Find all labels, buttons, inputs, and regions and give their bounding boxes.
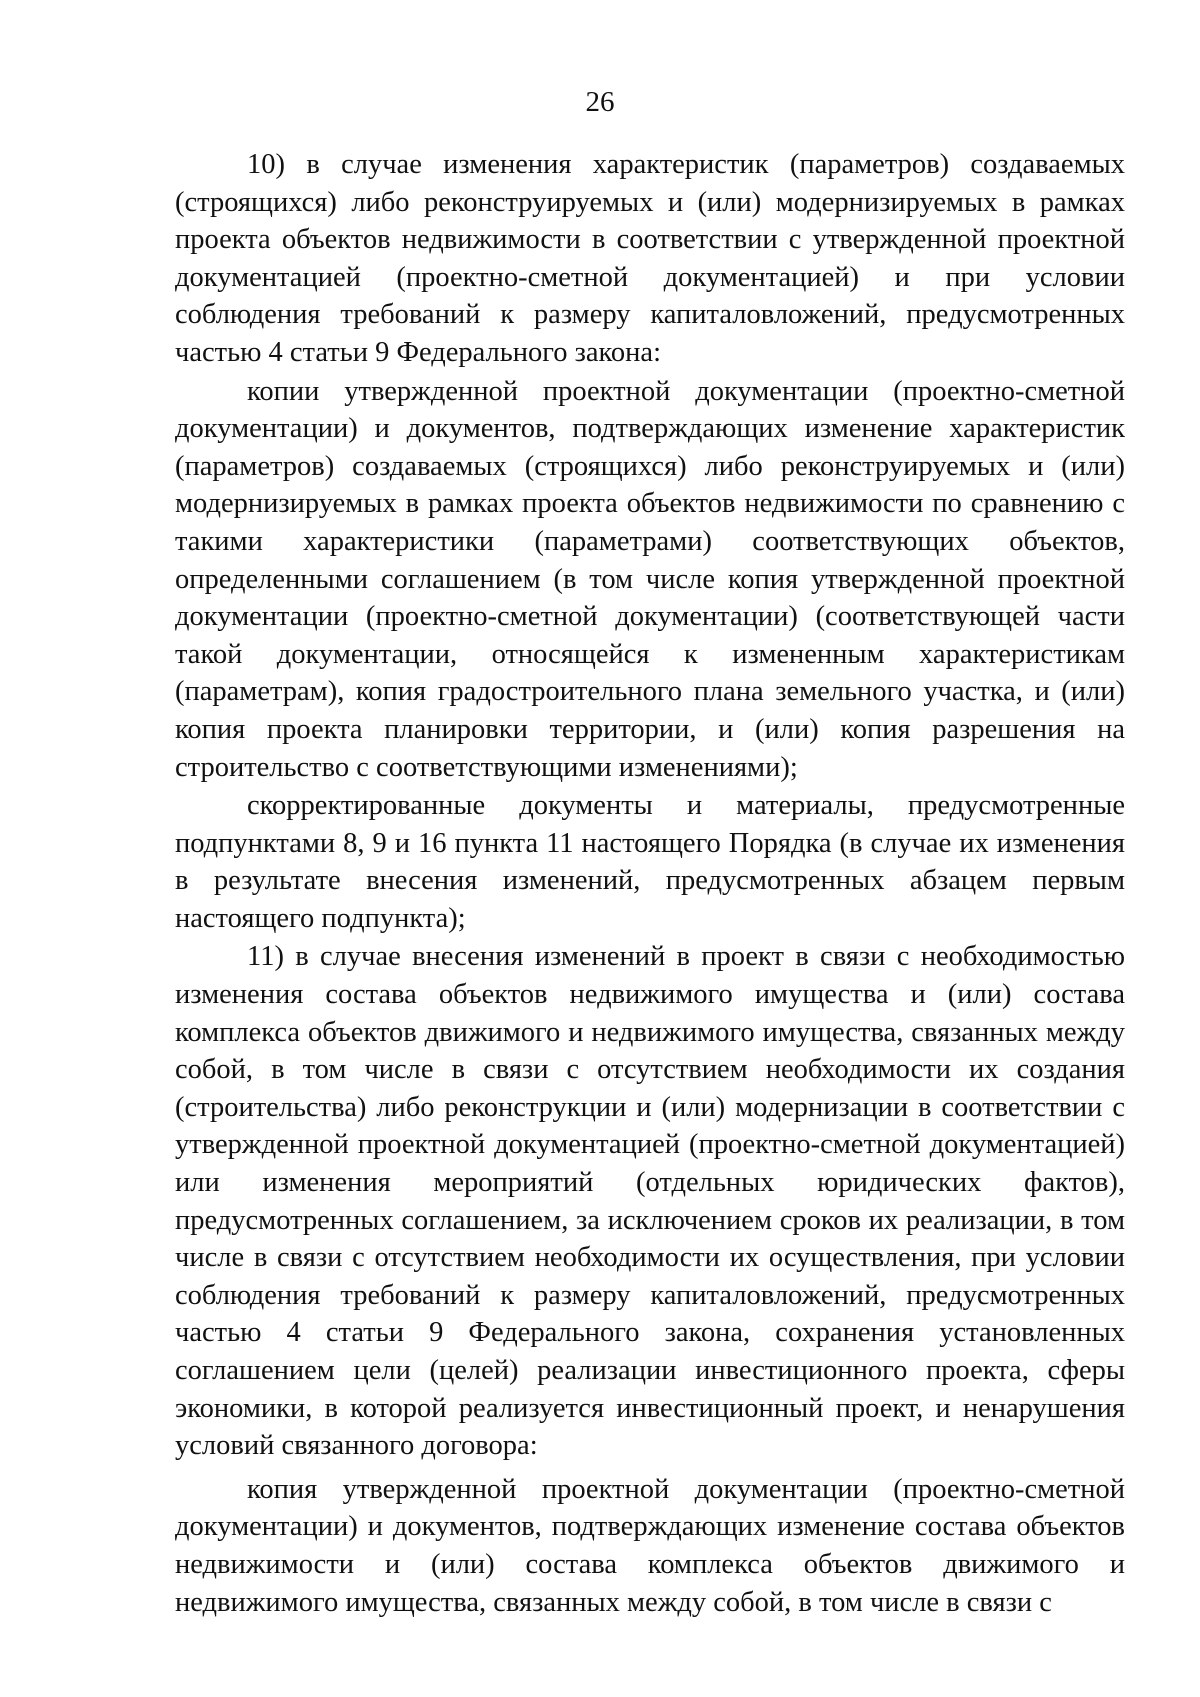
paragraph-adjusted-documents: скорректированные документы и материалы, предусмотренные подпунктами 8, 9 и 16 пункта 11 настоящего Порядка (в случае их изменения в результате внесения изменений, предусмотренных абзацем первым настоящего подпункта); — [175, 790, 1125, 934]
page-number: 26 — [585, 86, 615, 118]
paragraph-item-10: 10) в случае изменения характеристик (параметров) создаваемых (строящихся) либо реконструируемых и (или) модернизируемых в рамках проекта объектов недвижимости в соответствии с утвержденной проектной документацией (проектно-сметной документацией) и при условии соблюдения требований к размеру капиталовложений, предусмотренных частью 4 статьи 9 Федерального закона: — [175, 149, 1125, 368]
paragraph-item-11: 11) в случае внесения изменений в проект в связи с необходимостью изменения состава объектов недвижимого имущества и (или) состава комплекса объектов движимого и недвижимого имущества, связанных между собой, в том числе в связи с отсутствием необходимости их создания (строительства) либо реконструкции и (или) модернизации в соответствии с утвержденной проектной документацией (проектно-сметной документацией) или изменения мероприятий (отдельных юридических фактов), предусмотренных соглашением, за исключением сроков их реализации, в том числе в связи с отсутствием необходимости их осуществления, при условии соблюдения требований к размеру капиталовложений, предусмотренных частью 4 статьи 9 Федерального закона, сохранения установленных соглашением цели (целей) реализации инвестиционного проекта, сферы экономики, в которой реализуется инвестиционный проект, и ненарушения условий связанного договора: — [175, 941, 1125, 1462]
paragraph-copy-design-docs: копия утвержденной проектной документации (проектно-сметной документации) и документов, подтверждающих изменение состава объектов недвижимости и (или) состава комплекса объектов движимого и недвижимого имущества, связанных между собой, в том числе в связи с — [175, 1473, 1125, 1618]
paragraph-copies-design-docs: копии утвержденной проектной документации (проектно-сметной документации) и документов, подтверждающих изменение характеристик (параметров) создаваемых (строящихся) либо реконструируемых и (или) модернизируемых в рамках проекта объектов недвижимости по сравнению с такими характеристики (параметрами) соответствующих объектов, определенными соглашением (в том числе копия утвержденной проектной документации (проектно-сметной документации) (соответствующей части такой документации, относящейся к измененным характеристикам (параметрам), копия градостроительного плана земельного участка, и (или) копия проекта планировки территории, и (или) копия разрешения на строительство с соответствующими изменениями); — [175, 375, 1125, 783]
document-body — [175, 146, 1125, 1622]
